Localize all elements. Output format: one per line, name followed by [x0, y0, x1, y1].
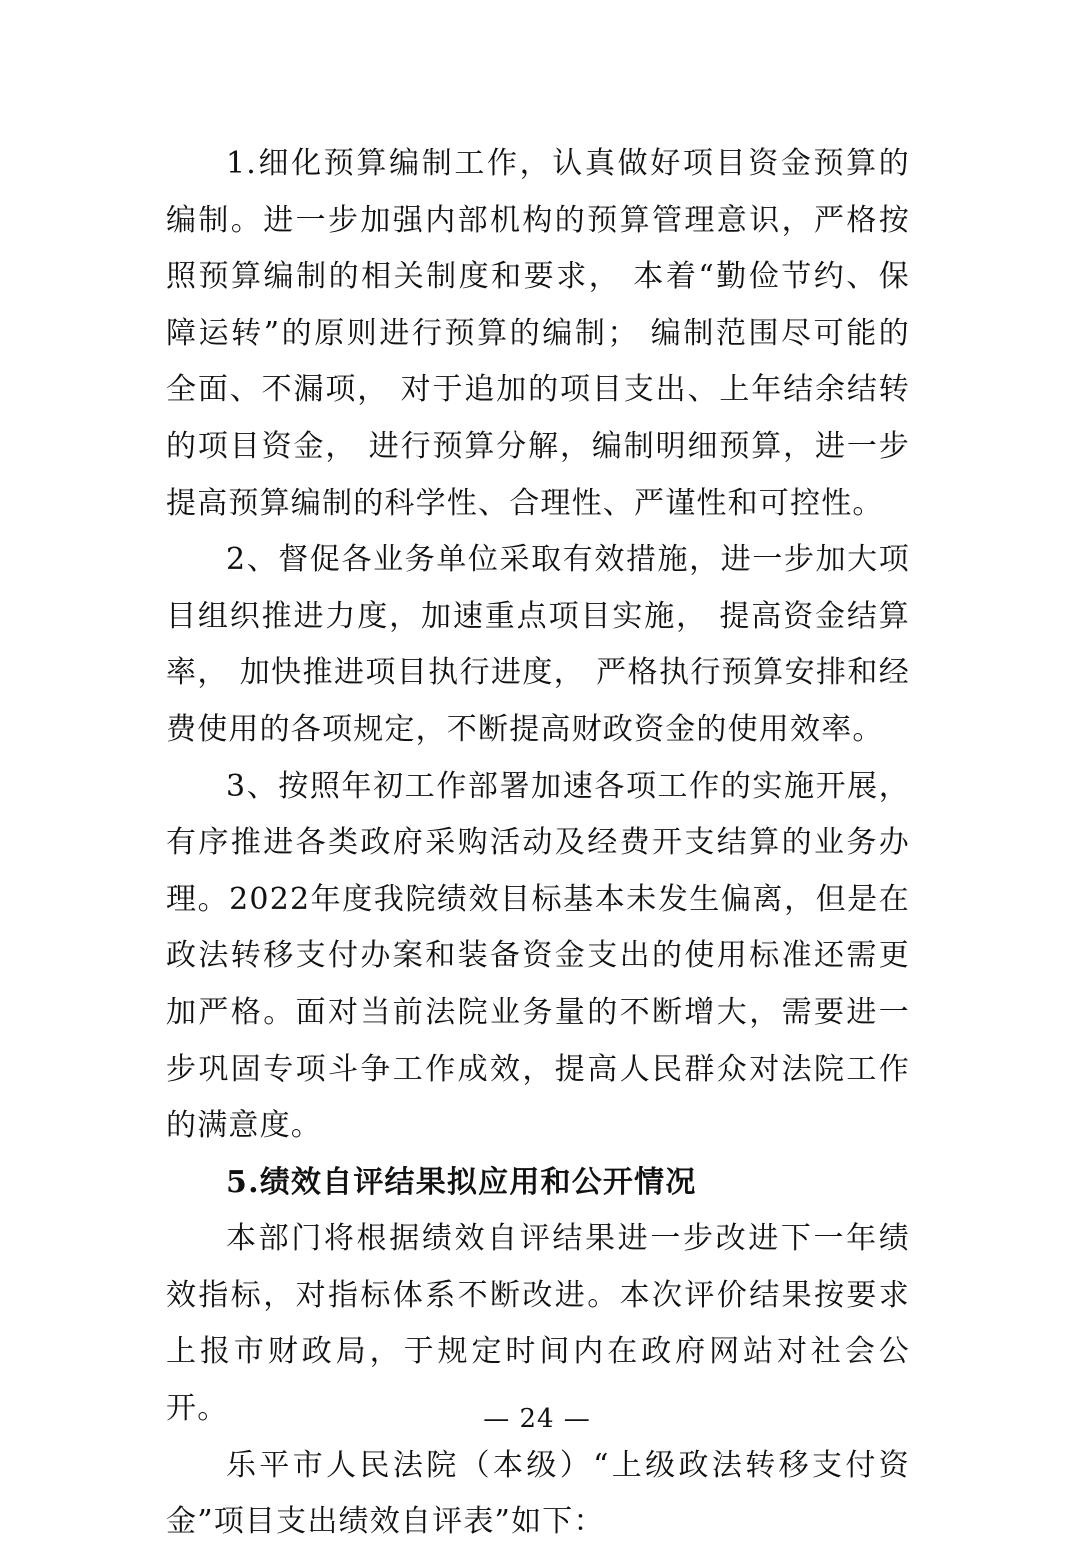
- paragraph-project-promotion: 2、督促各业务单位采取有效措施，进一步加大项目组织推进力度，加速重点项目实施， 提高资金结算率， 加快推进项目执行进度， 严格执行预算安排和经费使用的各项规定，不断提高财政资金的使用效率。: [166, 542, 910, 747]
- document-body: [166, 136, 910, 1551]
- section-heading: 5.绩效自评结果拟应用和公开情况: [226, 1164, 697, 1200]
- paragraph-budget-preparation: 1.细化预算编制工作，认真做好项目资金预算的编制。进一步加强内部机构的预算管理意识，严格按照预算编制的相关制度和要求， 本着“勤俭节约、保障运转”的原则进行预算的编制； 编制范围尽可能的全面、不漏项， 对于追加的项目支出、上年结余结转的项目资金， 进行预算分解，编制明细预算，进一步提高预算编制的科学性、合理性、严谨性和可控性。: [166, 146, 910, 521]
- paragraph-evaluation-table-intro: 乐平市人民法院（本级）“上级政法转移支付资金”项目支出绩效自评表”如下：: [166, 1447, 910, 1540]
- page-number: — 24 —: [483, 1404, 591, 1434]
- paragraph-work-deployment: 3、按照年初工作部署加速各项工作的实施开展， 有序推进各类政府采购活动及经费开支结算的业务办理。2022年度我院绩效目标基本未发生偏离，但是在政法转移支付办案和装备资金支出的使用标准还需更加严格。面对当前法院业务量的不断增大，需要进一步巩固专项斗争工作成效，提高人民群众对法院工作的满意度。: [166, 768, 910, 1144]
- paragraph-result-application: 本部门将根据绩效自评结果进一步改进下一年绩效指标，对指标体系不断改进。本次评价结果按要求上报市财政局，于规定时间内在政府网站对社会公开。: [166, 1221, 910, 1427]
